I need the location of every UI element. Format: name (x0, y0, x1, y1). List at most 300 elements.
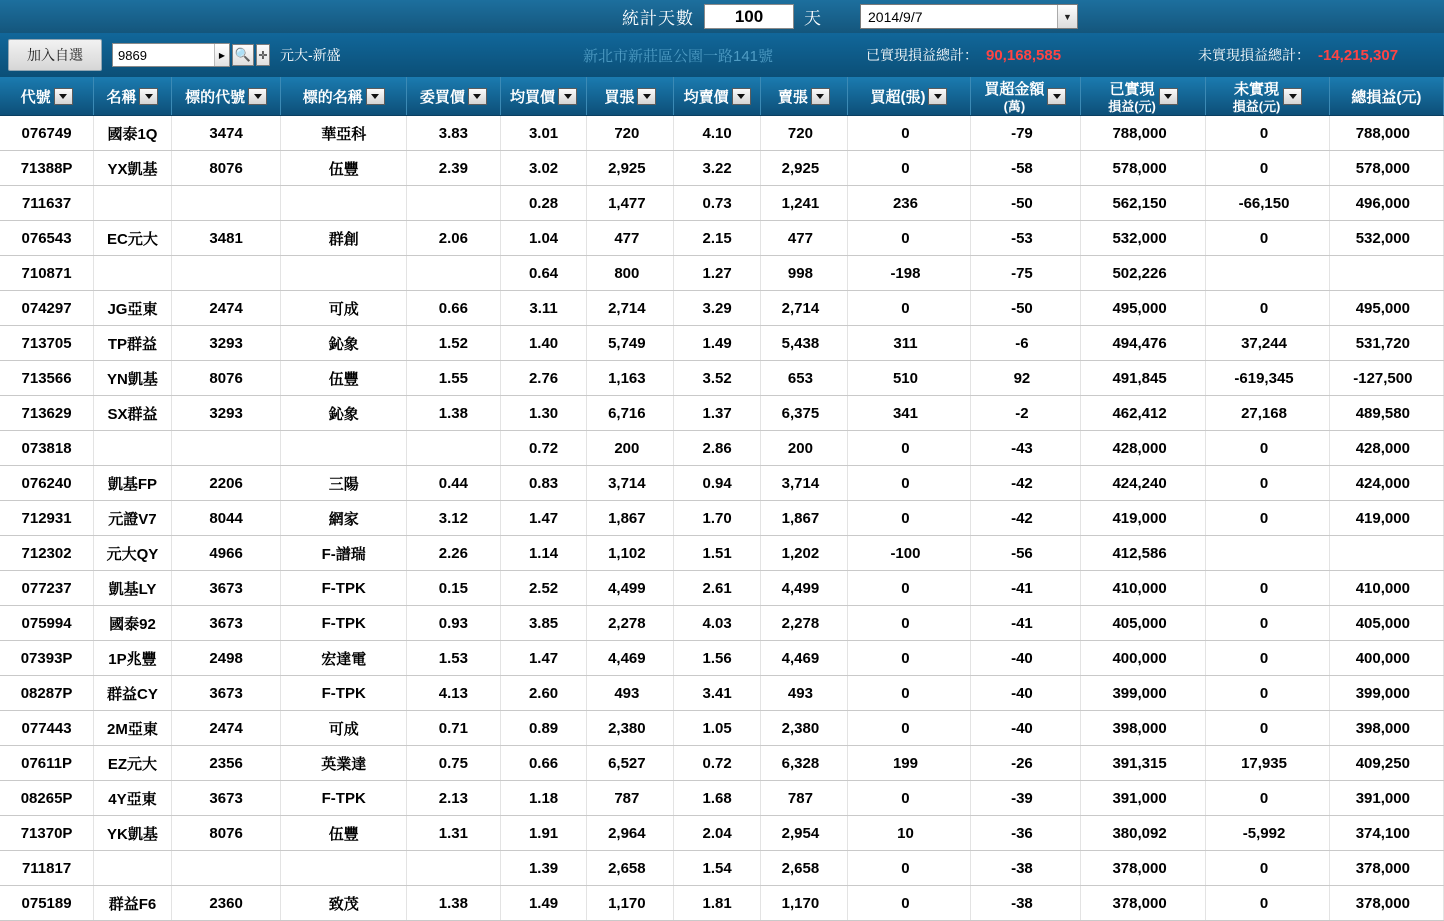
stock-code-value: 9869 (118, 47, 147, 63)
cell-r14-c6: 2,278 (587, 606, 674, 641)
cell-r13-c8: 4,499 (761, 571, 848, 606)
cell-r18-c6: 6,527 (587, 746, 674, 781)
cell-r7-c1: YN凱基 (94, 361, 172, 396)
plus-icon[interactable]: ✛ (256, 44, 270, 66)
cell-r12-c4: 2.26 (407, 536, 501, 571)
column-header-13[interactable] (1329, 77, 1443, 116)
sort-dropdown-icon[interactable] (1047, 88, 1066, 105)
column-header-9[interactable] (847, 77, 970, 116)
cell-r19-c0: 08265P (0, 781, 94, 816)
cell-r9-c7: 2.86 (674, 431, 761, 466)
cell-r21-c6: 2,658 (587, 851, 674, 886)
cell-r10-c12: 0 (1206, 466, 1329, 501)
column-header-1[interactable] (94, 77, 172, 116)
sort-dropdown-icon[interactable] (248, 88, 267, 105)
cell-r5-c2: 2474 (171, 291, 281, 326)
cell-r13-c3: F-TPK (281, 571, 407, 606)
toolbar (0, 33, 1444, 77)
cell-r4-c11: 502,226 (1080, 256, 1206, 291)
cell-r14-c1: 國泰92 (94, 606, 172, 641)
column-header-sublabel: (萬) (1003, 99, 1026, 114)
cell-r0-c11: 788,000 (1080, 116, 1206, 151)
column-header-8[interactable] (761, 77, 848, 116)
column-header-label: 標的代號 (185, 88, 246, 106)
cell-r22-c6: 1,170 (587, 886, 674, 921)
cell-r13-c13: 410,000 (1329, 571, 1443, 606)
cell-r0-c6: 720 (587, 116, 674, 151)
cell-r6-c3: 鈊象 (281, 326, 407, 361)
cell-r17-c11: 398,000 (1080, 711, 1206, 746)
cell-r16-c11: 399,000 (1080, 676, 1206, 711)
column-header-label: 名稱 (106, 88, 137, 106)
date-select-value: 2014/9/7 (868, 8, 923, 25)
cell-r5-c11: 495,000 (1080, 291, 1206, 326)
cell-r15-c1: 1P兆豐 (94, 641, 172, 676)
cell-r7-c3: 伍豐 (281, 361, 407, 396)
cell-r3-c0: 076543 (0, 221, 94, 256)
cell-r11-c8: 1,867 (761, 501, 848, 536)
table-row[interactable] (0, 676, 1444, 711)
cell-r14-c12: 0 (1206, 606, 1329, 641)
cell-r5-c5: 3.11 (500, 291, 587, 326)
cell-r17-c12: 0 (1206, 711, 1329, 746)
cell-r22-c11: 378,000 (1080, 886, 1206, 921)
cell-r13-c12: 0 (1206, 571, 1329, 606)
stock-code-input[interactable] (112, 43, 230, 67)
cell-r22-c7: 1.81 (674, 886, 761, 921)
cell-r11-c9: 0 (847, 501, 970, 536)
table-row[interactable] (0, 851, 1444, 886)
cell-r0-c1: 國泰1Q (94, 116, 172, 151)
cell-r9-c3 (281, 431, 407, 466)
cell-r1-c5: 3.02 (500, 151, 587, 186)
cell-r0-c7: 4.10 (674, 116, 761, 151)
cell-r5-c12: 0 (1206, 291, 1329, 326)
cell-r9-c2 (171, 431, 281, 466)
table-row[interactable] (0, 501, 1444, 536)
cell-r6-c4: 1.52 (407, 326, 501, 361)
cell-r22-c5: 1.49 (500, 886, 587, 921)
cell-r8-c6: 6,716 (587, 396, 674, 431)
column-header-2[interactable] (171, 77, 281, 116)
cell-r14-c3: F-TPK (281, 606, 407, 641)
table-row[interactable] (0, 396, 1444, 431)
cell-r9-c0: 073818 (0, 431, 94, 466)
cell-r21-c1 (94, 851, 172, 886)
cell-r5-c1: JG亞東 (94, 291, 172, 326)
cell-r12-c11: 412,586 (1080, 536, 1206, 571)
cell-r1-c13: 578,000 (1329, 151, 1443, 186)
cell-r17-c7: 1.05 (674, 711, 761, 746)
sort-dropdown-icon[interactable] (366, 88, 385, 105)
cell-r4-c13 (1329, 256, 1443, 291)
date-select[interactable] (860, 4, 1078, 29)
cell-r1-c11: 578,000 (1080, 151, 1206, 186)
cell-r15-c6: 4,469 (587, 641, 674, 676)
column-header-0[interactable] (0, 77, 94, 116)
cell-r15-c12: 0 (1206, 641, 1329, 676)
cell-r17-c6: 2,380 (587, 711, 674, 746)
cell-r7-c8: 653 (761, 361, 848, 396)
cell-r17-c4: 0.71 (407, 711, 501, 746)
cell-r13-c4: 0.15 (407, 571, 501, 606)
cell-r14-c0: 075994 (0, 606, 94, 641)
cell-r5-c13: 495,000 (1329, 291, 1443, 326)
column-header-label: 均買價 (510, 88, 556, 106)
cell-r13-c7: 2.61 (674, 571, 761, 606)
cell-r1-c10: -58 (971, 151, 1081, 186)
table-row[interactable] (0, 186, 1444, 221)
cell-r2-c3 (281, 186, 407, 221)
cell-r2-c0: 711637 (0, 186, 94, 221)
cell-r20-c1: YK凱基 (94, 816, 172, 851)
cell-r16-c6: 493 (587, 676, 674, 711)
sort-dropdown-icon[interactable] (928, 88, 947, 105)
cell-r6-c12: 37,244 (1206, 326, 1329, 361)
cell-r3-c10: -53 (971, 221, 1081, 256)
table-row[interactable] (0, 326, 1444, 361)
cell-r22-c10: -38 (971, 886, 1081, 921)
cell-r14-c8: 2,278 (761, 606, 848, 641)
cell-r7-c6: 1,163 (587, 361, 674, 396)
cell-r11-c10: -42 (971, 501, 1081, 536)
cell-r20-c13: 374,100 (1329, 816, 1443, 851)
table-row[interactable] (0, 886, 1444, 921)
table-row[interactable] (0, 606, 1444, 641)
table-row[interactable] (0, 116, 1444, 151)
cell-r12-c3: F-譜瑞 (281, 536, 407, 571)
table-row[interactable] (0, 256, 1444, 291)
cell-r16-c5: 2.60 (500, 676, 587, 711)
cell-r20-c2: 8076 (171, 816, 281, 851)
sort-dropdown-icon[interactable] (558, 88, 577, 105)
cell-r16-c0: 08287P (0, 676, 94, 711)
cell-r8-c11: 462,412 (1080, 396, 1206, 431)
cell-r16-c1: 群益CY (94, 676, 172, 711)
cell-r2-c2 (171, 186, 281, 221)
cell-r7-c5: 2.76 (500, 361, 587, 396)
table-row[interactable] (0, 151, 1444, 186)
cell-r0-c12: 0 (1206, 116, 1329, 151)
sort-dropdown-icon[interactable] (468, 88, 487, 105)
sort-dropdown-icon[interactable] (811, 88, 830, 105)
cell-r2-c12: -66,150 (1206, 186, 1329, 221)
cell-r15-c5: 1.47 (500, 641, 587, 676)
table-row[interactable] (0, 291, 1444, 326)
cell-r22-c2: 2360 (171, 886, 281, 921)
table-row[interactable] (0, 746, 1444, 781)
cell-r0-c5: 3.01 (500, 116, 587, 151)
cell-r5-c7: 3.29 (674, 291, 761, 326)
table-row[interactable] (0, 816, 1444, 851)
cell-r9-c6: 200 (587, 431, 674, 466)
cell-r1-c6: 2,925 (587, 151, 674, 186)
column-header-sublabel: 損益(元) (1108, 99, 1156, 114)
cell-r7-c7: 3.52 (674, 361, 761, 396)
cell-r11-c7: 1.70 (674, 501, 761, 536)
column-header-label: 代號 (20, 88, 51, 106)
unrealized-total-label: 未實現損益總計： (1198, 47, 1310, 63)
cell-r9-c12: 0 (1206, 431, 1329, 466)
cell-r20-c6: 2,964 (587, 816, 674, 851)
cell-r19-c1: 4Y亞東 (94, 781, 172, 816)
column-header-label: 已實現 損益(元) (1108, 81, 1156, 114)
cell-r3-c7: 2.15 (674, 221, 761, 256)
cell-r17-c0: 077443 (0, 711, 94, 746)
column-header-6[interactable] (587, 77, 674, 116)
cell-r18-c9: 199 (847, 746, 970, 781)
cell-r6-c0: 713705 (0, 326, 94, 361)
cell-r6-c13: 531,720 (1329, 326, 1443, 361)
search-icon[interactable]: 🔍 (232, 44, 254, 66)
cell-r20-c8: 2,954 (761, 816, 848, 851)
column-header-4[interactable] (407, 77, 501, 116)
cell-r7-c9: 510 (847, 361, 970, 396)
table-row[interactable] (0, 221, 1444, 256)
cell-r3-c11: 532,000 (1080, 221, 1206, 256)
cell-r20-c3: 伍豐 (281, 816, 407, 851)
company-address-label: 新北市新莊區公園一路141號 (583, 47, 774, 65)
column-header-12[interactable] (1206, 77, 1329, 116)
cell-r4-c5: 0.64 (500, 256, 587, 291)
cell-r19-c6: 787 (587, 781, 674, 816)
cell-r4-c8: 998 (761, 256, 848, 291)
cell-r10-c11: 424,240 (1080, 466, 1206, 501)
cell-r0-c8: 720 (761, 116, 848, 151)
sort-dropdown-icon[interactable] (637, 88, 656, 105)
cell-r18-c12: 17,935 (1206, 746, 1329, 781)
cell-r4-c3 (281, 256, 407, 291)
cell-r22-c4: 1.38 (407, 886, 501, 921)
cell-r22-c3: 致茂 (281, 886, 407, 921)
cell-r16-c2: 3673 (171, 676, 281, 711)
cell-r6-c10: -6 (971, 326, 1081, 361)
cell-r20-c4: 1.31 (407, 816, 501, 851)
column-header-label: 賣張 (777, 88, 808, 106)
cell-r19-c4: 2.13 (407, 781, 501, 816)
cell-r16-c4: 4.13 (407, 676, 501, 711)
column-header-label: 買超(張) (870, 88, 926, 106)
cell-r18-c1: EZ元大 (94, 746, 172, 781)
cell-r18-c2: 2356 (171, 746, 281, 781)
cell-r6-c5: 1.40 (500, 326, 587, 361)
cell-r4-c2 (171, 256, 281, 291)
cell-r11-c11: 419,000 (1080, 501, 1206, 536)
cell-r0-c0: 076749 (0, 116, 94, 151)
cell-r9-c1 (94, 431, 172, 466)
table-row[interactable] (0, 711, 1444, 746)
table-row[interactable] (0, 781, 1444, 816)
cell-r20-c0: 71370P (0, 816, 94, 851)
sort-dropdown-icon[interactable] (139, 88, 158, 105)
cell-r13-c11: 410,000 (1080, 571, 1206, 606)
cell-r13-c6: 4,499 (587, 571, 674, 606)
days-input[interactable]: 100 (704, 4, 794, 29)
cell-r2-c7: 0.73 (674, 186, 761, 221)
cell-r15-c10: -40 (971, 641, 1081, 676)
cell-r16-c7: 3.41 (674, 676, 761, 711)
cell-r21-c4 (407, 851, 501, 886)
cell-r15-c9: 0 (847, 641, 970, 676)
column-header-7[interactable] (674, 77, 761, 116)
cell-r0-c10: -79 (971, 116, 1081, 151)
cell-r20-c9: 10 (847, 816, 970, 851)
cell-r14-c2: 3673 (171, 606, 281, 641)
cell-r11-c2: 8044 (171, 501, 281, 536)
cell-r8-c1: SX群益 (94, 396, 172, 431)
cell-r19-c10: -39 (971, 781, 1081, 816)
cell-r21-c9: 0 (847, 851, 970, 886)
cell-r3-c4: 2.06 (407, 221, 501, 256)
cell-r10-c0: 076240 (0, 466, 94, 501)
cell-r7-c11: 491,845 (1080, 361, 1206, 396)
cell-r10-c5: 0.83 (500, 466, 587, 501)
table-body (0, 116, 1444, 921)
cell-r15-c7: 1.56 (674, 641, 761, 676)
cell-r13-c10: -41 (971, 571, 1081, 606)
cell-r2-c4 (407, 186, 501, 221)
sort-dropdown-icon[interactable] (1159, 88, 1178, 105)
cell-r6-c1: TP群益 (94, 326, 172, 361)
table-row[interactable] (0, 536, 1444, 571)
cell-r21-c13: 378,000 (1329, 851, 1443, 886)
cell-r18-c13: 409,250 (1329, 746, 1443, 781)
cell-r19-c9: 0 (847, 781, 970, 816)
cell-r2-c6: 1,477 (587, 186, 674, 221)
cell-r19-c8: 787 (761, 781, 848, 816)
cell-r15-c11: 400,000 (1080, 641, 1206, 676)
cell-r0-c3: 華亞科 (281, 116, 407, 151)
cell-r1-c7: 3.22 (674, 151, 761, 186)
table-row[interactable] (0, 466, 1444, 501)
cell-r10-c2: 2206 (171, 466, 281, 501)
top-bar (0, 0, 1444, 33)
table-row[interactable] (0, 361, 1444, 396)
statistics-days-group (0, 4, 1444, 29)
cell-r17-c10: -40 (971, 711, 1081, 746)
column-header-sublabel: 損益(元) (1232, 99, 1281, 114)
table-row[interactable] (0, 431, 1444, 466)
cell-r0-c9: 0 (847, 116, 970, 151)
cell-r21-c10: -38 (971, 851, 1081, 886)
cell-r7-c2: 8076 (171, 361, 281, 396)
column-header-5[interactable] (500, 77, 587, 116)
cell-r20-c12: -5,992 (1206, 816, 1329, 851)
cell-r12-c13 (1329, 536, 1443, 571)
cell-r15-c2: 2498 (171, 641, 281, 676)
cell-r12-c0: 712302 (0, 536, 94, 571)
cell-r14-c4: 0.93 (407, 606, 501, 641)
column-header-10[interactable] (971, 77, 1081, 116)
cell-r20-c7: 2.04 (674, 816, 761, 851)
chevron-down-icon[interactable]: ▼ (1057, 5, 1077, 28)
column-header-label: 總損益(元) (1351, 88, 1422, 106)
results-table (0, 77, 1444, 921)
cell-r19-c3: F-TPK (281, 781, 407, 816)
cell-r6-c7: 1.49 (674, 326, 761, 361)
cell-r2-c11: 562,150 (1080, 186, 1206, 221)
cell-r0-c4: 3.83 (407, 116, 501, 151)
table-header-row (0, 77, 1444, 116)
days-unit-label: 天 (804, 9, 822, 28)
cell-r11-c5: 1.47 (500, 501, 587, 536)
cell-r9-c8: 200 (761, 431, 848, 466)
cell-r16-c8: 493 (761, 676, 848, 711)
cell-r6-c9: 311 (847, 326, 970, 361)
cell-r6-c6: 5,749 (587, 326, 674, 361)
chevron-right-icon[interactable]: ▶ (214, 44, 229, 66)
add-favorite-button[interactable]: 加入自選 (8, 39, 102, 71)
cell-r16-c12: 0 (1206, 676, 1329, 711)
cell-r4-c9: -198 (847, 256, 970, 291)
sort-dropdown-icon[interactable] (732, 88, 751, 105)
cell-r0-c2: 3474 (171, 116, 281, 151)
table-row[interactable] (0, 641, 1444, 676)
cell-r1-c0: 71388P (0, 151, 94, 186)
cell-r10-c9: 0 (847, 466, 970, 501)
cell-r21-c11: 378,000 (1080, 851, 1206, 886)
cell-r3-c12: 0 (1206, 221, 1329, 256)
cell-r21-c7: 1.54 (674, 851, 761, 886)
cell-r10-c7: 0.94 (674, 466, 761, 501)
cell-r19-c13: 391,000 (1329, 781, 1443, 816)
cell-r14-c13: 405,000 (1329, 606, 1443, 641)
cell-r5-c4: 0.66 (407, 291, 501, 326)
cell-r18-c5: 0.66 (500, 746, 587, 781)
cell-r3-c5: 1.04 (500, 221, 587, 256)
cell-r9-c4 (407, 431, 501, 466)
cell-r11-c0: 712931 (0, 501, 94, 536)
cell-r22-c1: 群益F6 (94, 886, 172, 921)
realized-total-group (866, 45, 1061, 65)
cell-r9-c9: 0 (847, 431, 970, 466)
sort-dropdown-icon[interactable] (54, 88, 73, 105)
cell-r8-c13: 489,580 (1329, 396, 1443, 431)
cell-r3-c1: EC元大 (94, 221, 172, 256)
cell-r14-c7: 4.03 (674, 606, 761, 641)
cell-r9-c11: 428,000 (1080, 431, 1206, 466)
column-header-label: 未實現 損益(元) (1232, 81, 1281, 114)
cell-r22-c8: 1,170 (761, 886, 848, 921)
cell-r5-c6: 2,714 (587, 291, 674, 326)
table-row[interactable] (0, 571, 1444, 606)
cell-r1-c3: 伍豐 (281, 151, 407, 186)
cell-r8-c5: 1.30 (500, 396, 587, 431)
cell-r10-c3: 三陽 (281, 466, 407, 501)
cell-r3-c9: 0 (847, 221, 970, 256)
cell-r21-c2 (171, 851, 281, 886)
cell-r10-c4: 0.44 (407, 466, 501, 501)
cell-r18-c11: 391,315 (1080, 746, 1206, 781)
cell-r19-c7: 1.68 (674, 781, 761, 816)
column-header-11[interactable] (1080, 77, 1206, 116)
cell-r22-c9: 0 (847, 886, 970, 921)
cell-r17-c13: 398,000 (1329, 711, 1443, 746)
cell-r16-c9: 0 (847, 676, 970, 711)
cell-r17-c2: 2474 (171, 711, 281, 746)
cell-r20-c11: 380,092 (1080, 816, 1206, 851)
column-header-label: 買超金額 (萬) (984, 81, 1045, 114)
column-header-3[interactable] (281, 77, 407, 116)
cell-r11-c4: 3.12 (407, 501, 501, 536)
cell-r17-c1: 2M亞東 (94, 711, 172, 746)
sort-dropdown-icon[interactable] (1283, 88, 1302, 105)
cell-r4-c12 (1206, 256, 1329, 291)
cell-r17-c8: 2,380 (761, 711, 848, 746)
cell-r10-c8: 3,714 (761, 466, 848, 501)
cell-r13-c0: 077237 (0, 571, 94, 606)
cell-r18-c0: 07611P (0, 746, 94, 781)
